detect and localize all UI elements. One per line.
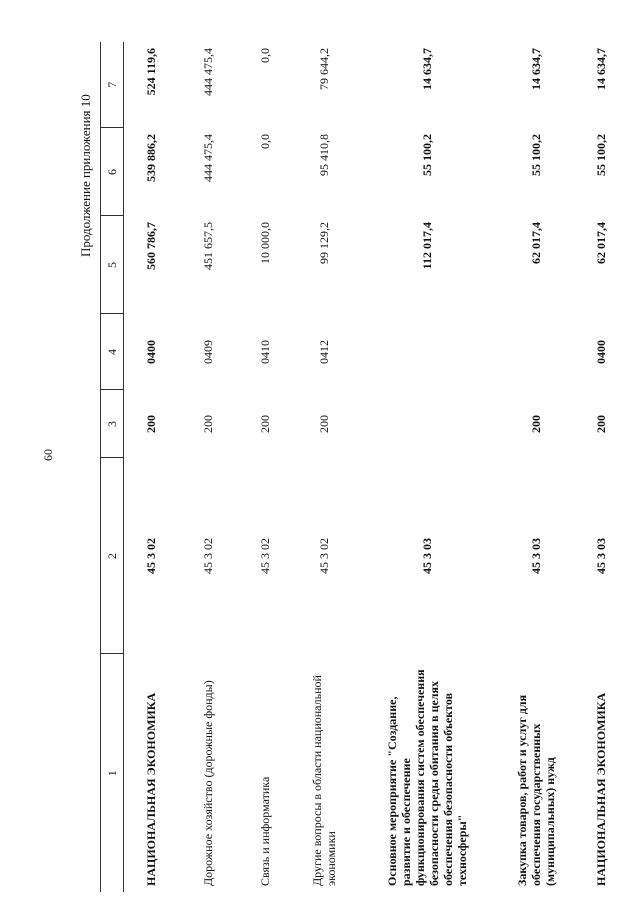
- row-name: НАЦИОНАЛЬНАЯ ЭКОНОМИКА: [594, 692, 608, 886]
- header-cell: 5: [101, 216, 124, 314]
- row-target-code: 45 3 03: [529, 538, 543, 574]
- row-value-5: 99 129,2: [317, 222, 331, 264]
- row-section: 0400: [594, 340, 608, 364]
- header-cell: 6: [101, 128, 124, 216]
- row-expense-type: [356, 390, 498, 458]
- budget-table: [100, 42, 628, 892]
- header-cell: 1: [101, 654, 124, 892]
- row-value-6: 0,0: [258, 134, 272, 149]
- row-value-7: 444 475,4: [201, 48, 215, 96]
- row-expense-type: 200: [317, 415, 331, 433]
- continuation-label: Продолжение приложения 10: [78, 94, 93, 257]
- row-name: Связь и информатика: [258, 776, 272, 886]
- table-row: [292, 42, 356, 892]
- table-row: [356, 42, 498, 892]
- table-row: [498, 42, 574, 892]
- row-expense-type: 200: [258, 415, 272, 433]
- row-expense-type: 200: [144, 415, 158, 433]
- row-name: Другие вопросы в области национальной экономики: [310, 675, 338, 886]
- budget-table-container: [100, 42, 608, 892]
- row-target-code: 45 3 03: [594, 538, 608, 574]
- page-number: 60: [41, 449, 55, 461]
- row-target-code: 45 3 03: [420, 538, 434, 574]
- row-value-5: 560 786,7: [144, 222, 158, 270]
- table-row: [124, 42, 179, 892]
- row-value-7: 14 634,7: [594, 48, 608, 90]
- table-row: [238, 42, 292, 892]
- row-target-code: 45 3 02: [258, 538, 272, 574]
- row-target-code: 45 3 02: [144, 538, 158, 574]
- row-value-5: 112 017,4: [420, 222, 434, 270]
- row-value-7: 14 634,7: [420, 48, 434, 90]
- row-value-6: 539 886,2: [144, 134, 158, 182]
- row-section: 0410: [258, 340, 272, 364]
- row-name: НАЦИОНАЛЬНАЯ ЭКОНОМИКА: [144, 692, 158, 886]
- row-name: Основное мероприятие "Создание, развитие и обеспечение функционирования систем обеспечения безопасности среды обитания в целях обеспечения безопасности объектов техносферы": [385, 669, 469, 886]
- row-target-code: 45 3 02: [317, 538, 331, 574]
- row-value-7: 524 119,6: [144, 48, 158, 96]
- table-header-row: [101, 42, 124, 892]
- row-expense-type: 200: [201, 415, 215, 433]
- row-section: 0412: [317, 340, 331, 364]
- row-value-6: 55 100,2: [420, 134, 434, 176]
- row-value-6: 55 100,2: [594, 134, 608, 176]
- row-value-6: 55 100,2: [529, 134, 543, 176]
- row-target-code: 45 3 02: [201, 538, 215, 574]
- header-cell: 4: [101, 314, 124, 390]
- row-section: 0400: [144, 340, 158, 364]
- row-expense-type: 200: [594, 415, 608, 433]
- row-expense-type: 200: [529, 415, 543, 433]
- row-value-5: 10 000,0: [258, 222, 272, 264]
- table-row: [178, 42, 238, 892]
- row-value-7: 79 644,2: [317, 48, 331, 90]
- row-section: [498, 314, 574, 390]
- row-value-7: 14 634,7: [529, 48, 543, 90]
- table-row: [574, 42, 628, 892]
- header-cell: 2: [101, 458, 124, 654]
- row-value-7: 0,0: [258, 48, 272, 63]
- row-value-5: 62 017,4: [594, 222, 608, 264]
- row-section: 0409: [201, 340, 215, 364]
- row-value-6: 444 475,4: [201, 134, 215, 182]
- row-value-5: 451 657,5: [201, 222, 215, 270]
- row-value-5: 62 017,4: [529, 222, 543, 264]
- header-cell: 7: [101, 42, 124, 128]
- row-name: Закупка товаров, работ и услуг для обеспечения государственных (муниципальных) нужд: [515, 694, 557, 886]
- header-cell: 3: [101, 390, 124, 458]
- row-section: [356, 314, 498, 390]
- row-value-6: 95 410,8: [317, 134, 331, 176]
- row-name: Дорожное хозяйство (дорожные фонды): [201, 680, 215, 886]
